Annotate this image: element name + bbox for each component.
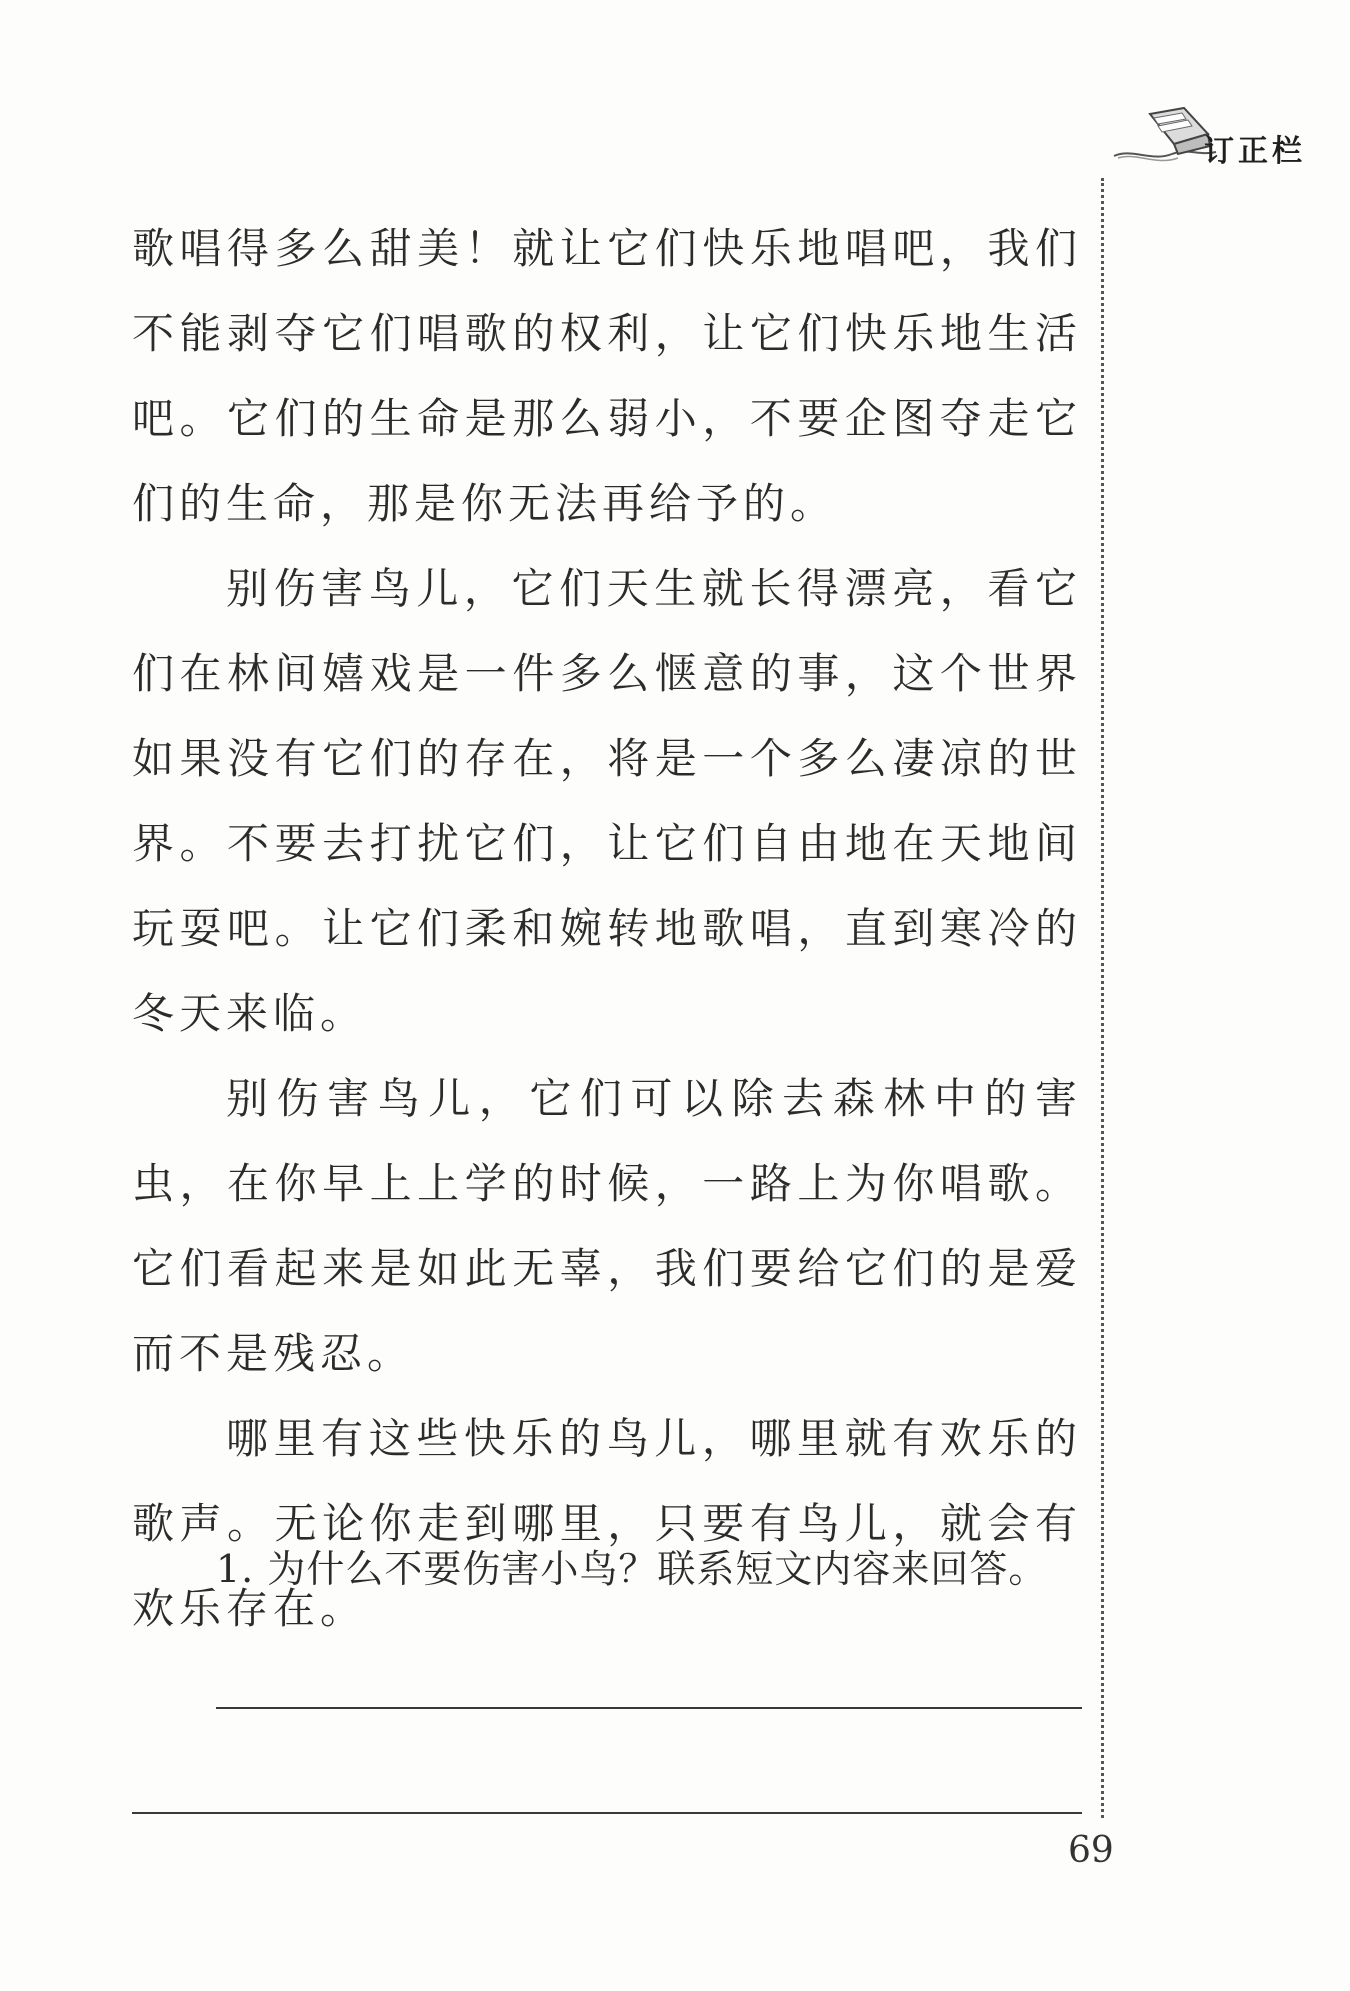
correction-column-title: 订正栏 xyxy=(1204,134,1306,169)
paragraph-3: 别伤害鸟儿，它们可以除去森林中的害虫，在你早上上学的时候，一路上为你唱歌。它们看起来是如此无辜，我们要给它们的是爱而不是残忍。 xyxy=(132,1074,1082,1378)
paragraph-4: 哪里有这些快乐的鸟儿，哪里就有欢乐的歌声。无论你走到哪里，只要有鸟儿，就会有欢乐存在。 xyxy=(132,1414,1082,1633)
question-1: 1. 为什么不要伤害小鸟？联系短文内容来回答。 xyxy=(216,1547,1048,1591)
answer-line[interactable] xyxy=(132,1812,1082,1814)
reading-passage xyxy=(132,206,1082,1651)
paragraph-2: 别伤害鸟儿，它们天生就长得漂亮，看它们在林间嬉戏是一件多么惬意的事，这个世界如果没有它们的存在，将是一个多么凄凉的世界。不要去打扰它们，让它们自由地在天地间玩耍吧。让它们柔和婉转地歌唱，直到寒冷的冬天来临。 xyxy=(132,564,1082,1038)
correction-column-divider xyxy=(1101,178,1104,1818)
answer-line[interactable] xyxy=(216,1707,1082,1709)
correction-column-header xyxy=(1112,104,1332,168)
paragraph-1: 歌唱得多么甜美！就让它们快乐地唱吧，我们不能剥夺它们唱歌的权利，让它们快乐地生活吧。它们的生命是那么弱小，不要企图夺走它们的生命，那是你无法再给予的。 xyxy=(132,224,1082,528)
page-number: 69 xyxy=(1068,1830,1114,1871)
